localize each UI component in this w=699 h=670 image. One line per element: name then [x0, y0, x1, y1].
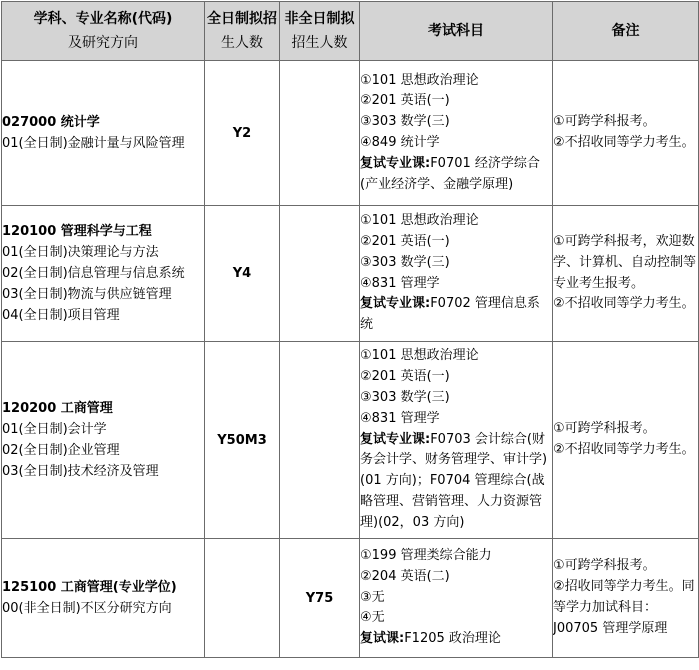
- header-subjects: 考试科目: [360, 2, 553, 61]
- retest-label: 复试专业课:: [360, 155, 431, 171]
- subject: ②201 英语(一): [360, 93, 450, 109]
- header-row: [2, 2, 699, 61]
- direction: 02(全日制)企业管理: [2, 443, 120, 458]
- retest-text: F0703 会计综合(财务会计学、财务管理学、审计学)(01 方向)；F0704 管理综合(战略管理、营销管理、人力资源管理)(02，03 方向): [360, 431, 548, 530]
- retest-text: F0701 经济学综合(产业经济学、金融学原理): [360, 155, 540, 192]
- direction: 03(全日制)技术经济及管理: [2, 464, 159, 479]
- note: ①可跨学科报考，欢迎数学、计算机、自动控制等专业考生报考。: [553, 233, 697, 291]
- subject: ②201 英语(一): [360, 233, 450, 249]
- parttime-count: [280, 342, 360, 539]
- direction: 01(全日制)会计学: [2, 422, 107, 437]
- notes-cell: [553, 61, 699, 206]
- subject: ③303 数学(三): [360, 114, 450, 130]
- retest-label: 复试专业课:: [360, 431, 431, 447]
- subject: ④831 管理学: [360, 410, 440, 426]
- direction: 00(非全日制)不区分研究方向: [2, 601, 172, 616]
- retest: [360, 154, 552, 196]
- major-title: 120200 工商管理: [2, 401, 113, 416]
- table-row: [2, 206, 699, 342]
- header-fulltime: 全日制拟招 生人数: [205, 2, 280, 61]
- subjects-cell: [360, 206, 553, 342]
- admissions-table: [1, 1, 699, 658]
- subject: ③303 数学(三): [360, 254, 450, 270]
- subject: ③303 数学(三): [360, 390, 450, 405]
- retest: [360, 294, 552, 336]
- direction: 01(全日制)金融计量与风险管理: [2, 136, 185, 151]
- subject: ②204 英语(二): [360, 568, 450, 584]
- retest-label: 复试课:: [360, 631, 405, 647]
- subjects-cell: [360, 539, 553, 658]
- direction: 04(全日制)项目管理: [2, 308, 120, 323]
- subjects-cell: [360, 61, 553, 206]
- subjects-cell: [360, 342, 553, 539]
- subject: ④849 统计学: [360, 135, 440, 150]
- major-cell: [2, 342, 205, 539]
- header-notes: 备注: [553, 2, 699, 61]
- fulltime-count: Y4: [205, 206, 280, 342]
- major-cell: [2, 206, 205, 342]
- note: ①可跨学科报考。: [553, 114, 656, 130]
- subject: ①101 思想政治理论: [360, 348, 479, 364]
- parttime-count: [280, 206, 360, 342]
- note: ②不招收同等学力考生。: [553, 442, 695, 457]
- major-title: 027000 统计学: [2, 115, 100, 130]
- subject: ④无: [360, 610, 385, 626]
- retest: [360, 629, 552, 650]
- fulltime-count: [205, 539, 280, 658]
- parttime-count: [280, 61, 360, 206]
- retest-text: F0702 管理信息系统: [360, 296, 540, 333]
- table-row: [2, 61, 699, 206]
- table-row: [2, 539, 699, 658]
- major-cell: [2, 539, 205, 658]
- major-title: 125100 工商管理(专业学位): [2, 580, 177, 595]
- direction: 03(全日制)物流与供应链管理: [2, 287, 172, 302]
- subject: ①101 思想政治理论: [360, 72, 479, 88]
- retest: [360, 430, 552, 534]
- note: ②不招收同等学力考生。: [553, 296, 695, 312]
- notes-cell: [553, 539, 699, 658]
- parttime-count: Y75: [280, 539, 360, 658]
- major-cell: [2, 61, 205, 206]
- note: ①可跨学科报考。: [553, 421, 656, 437]
- fulltime-count: Y50M3: [205, 342, 280, 539]
- subject: ①101 思想政治理论: [360, 213, 479, 229]
- note: ②不招收同等学力考生。: [553, 135, 695, 150]
- note: ①可跨学科报考。: [553, 558, 656, 574]
- header-parttime: 非全日制拟 招生人数: [280, 2, 360, 61]
- direction: 01(全日制)决策理论与方法: [2, 245, 159, 260]
- subject: ③无: [360, 589, 385, 605]
- major-title: 120100 管理科学与工程: [2, 224, 152, 239]
- retest-label: 复试专业课:: [360, 296, 431, 312]
- notes-cell: [553, 342, 699, 539]
- subject: ④831 管理学: [360, 275, 440, 291]
- header-name: 学科、专业名称(代码) 及研究方向: [2, 2, 205, 61]
- table-row: [2, 342, 699, 539]
- fulltime-count: Y2: [205, 61, 280, 206]
- subject: ②201 英语(一): [360, 369, 450, 385]
- notes-cell: [553, 206, 699, 342]
- note: ②招收同等学力考生。同等学力加试科目：J00705 管理学原理: [553, 579, 695, 636]
- direction: 02(全日制)信息管理与信息系统: [2, 266, 185, 281]
- subject: ①199 管理类综合能力: [360, 548, 492, 563]
- retest-text: F1205 政治理论: [404, 631, 501, 647]
